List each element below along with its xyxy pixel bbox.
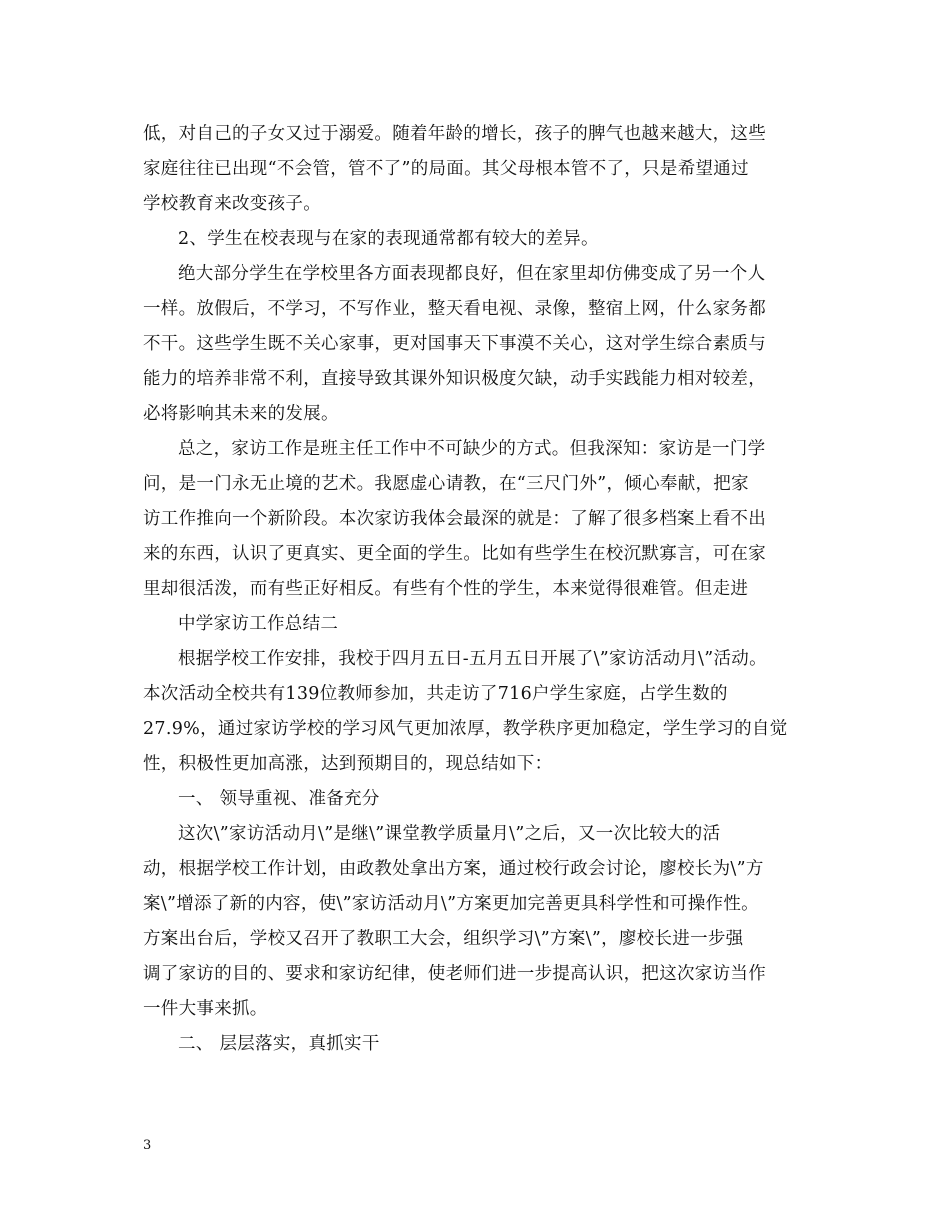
text-line: 根据学校工作安排，我校于四月五日-五月五日开展了\”家访活动月\”活动。 xyxy=(178,649,767,669)
text-line: 调了家访的目的、要求和家访纪律，使老师们进一步提高认识，把这次家访当作 xyxy=(143,964,766,984)
text-line: 不干。这些学生既不关心家事，更对国事天下事漠不关心，这对学生综合素质与 xyxy=(143,334,766,354)
text-line: 必将影响其未来的发展。 xyxy=(143,404,339,424)
text-line: 一件大事来抓。 xyxy=(143,999,268,1019)
text-line: 总之，家访工作是班主任工作中不可缺少的方式。但我深知：家访是一门学 xyxy=(178,439,766,459)
text-line: 一样。放假后，不学习，不写作业，整天看电视、录像，整宿上网，什么家务都 xyxy=(143,299,766,319)
text-line: 能力的培养非常不利，直接导致其课外知识极度欠缺，动手实践能力相对较差， xyxy=(143,369,766,389)
page-number: 3 xyxy=(143,1138,152,1153)
text-line: 学校教育来改变孩子。 xyxy=(143,194,321,214)
subsection-heading: 二、 层层落实，真抓实干 xyxy=(178,1034,380,1054)
text-line: 方案出台后，学校又召开了教职工大会，组织学习\”方案\”，廖校长进一步强 xyxy=(143,929,744,949)
text-line: 动，根据学校工作计划，由政教处拿出方案，通过校行政会讨论，廖校长为\”方 xyxy=(143,859,764,879)
text-line: 访工作推向一个新阶段。本次家访我体会最深的就是：了解了很多档案上看不出 xyxy=(143,509,766,529)
text-line: 本次活动全校共有139位教师参加，共走访了716户学生家庭，占学生数的 xyxy=(143,684,728,704)
text-line: 来的东西，认识了更真实、更全面的学生。比如有些学生在校沉默寡言，可在家 xyxy=(143,544,766,564)
text-line: 问，是一门永无止境的艺术。我愿虚心请教，在“三尺门外”，倾心奉献，把家 xyxy=(143,474,749,494)
text-line: 里却很活泼，而有些正好相反。有些有个性的学生，本来觉得很难管。但走进 xyxy=(143,579,749,599)
text-line: 低，对自己的子女又过于溺爱。随着年龄的增长，孩子的脾气也越来越大，这些 xyxy=(143,124,766,144)
text-line: 案\”增添了新的内容，使\”家访活动月\”方案更加完善更具科学性和可操作性。 xyxy=(143,894,759,914)
text-line: 家庭往往已出现“不会管，管不了”的局面。其父母根本管不了，只是希望通过 xyxy=(143,159,749,179)
section-heading: 中学家访工作总结二 xyxy=(178,614,339,634)
text-line: 性，积极性更加高涨，达到预期目的，现总结如下： xyxy=(143,754,553,774)
text-line: 2、学生在校表现与在家的表现通常都有较大的差异。 xyxy=(178,229,599,249)
subsection-heading: 一、 领导重视、准备充分 xyxy=(178,789,380,809)
text-line: 27.9%，通过家访学校的学习风气更加浓厚，教学秩序更加稳定，学生学习的自觉 xyxy=(143,719,788,739)
text-line: 绝大部分学生在学校里各方面表现都良好，但在家里却仿佛变成了另一个人 xyxy=(178,264,766,284)
text-line: 这次\”家访活动月\”是继\”课堂教学质量月\”之后，又一次比较大的活 xyxy=(178,824,721,844)
